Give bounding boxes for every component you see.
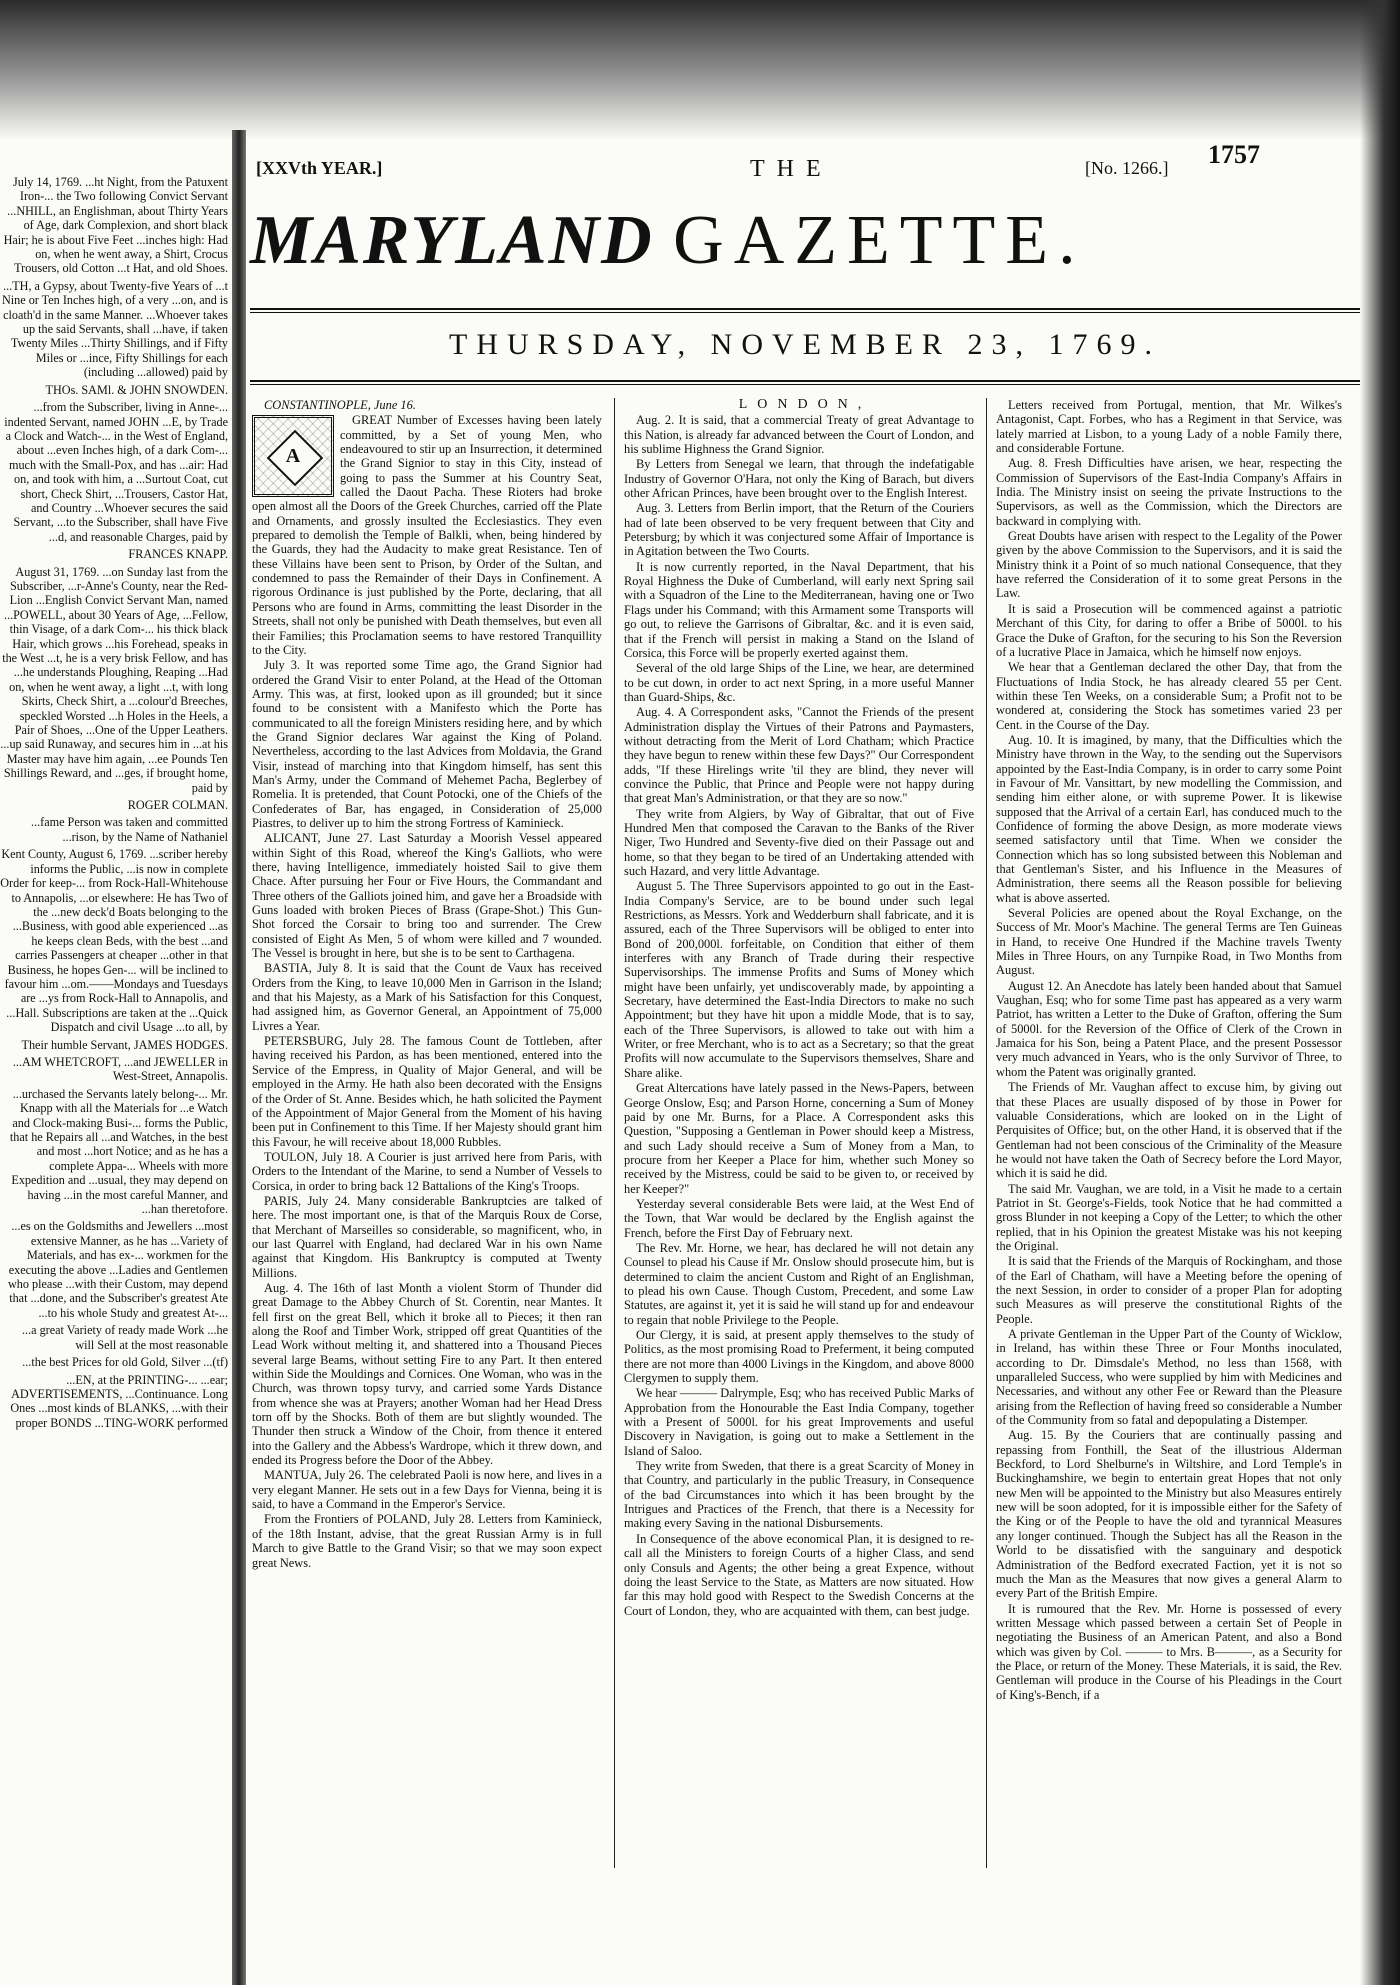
article-paragraph: GREAT Number of Excesses having been lately committed, by a Set of young Men, who endeavoured to stir up an Insurrection, it determined the Grand Signior to stay in this City, instead of going to pass the Summer at his Country Seat, called the Daout Pacha. These Rioters had broke open almost all the Doors of the Greek Churches, carried off the Plate and Ornaments, and grossly insulted the Ecclesiastics. They even prepared to demolish the Temple of Balkli, when, being hindered by the Guards, they had the Audacity to make great Resistance. Ten of these Villains have been sent to Prison, by Order of the Sultan, and condemned to pass the Remainder of their Days in Confinement. A rigorous Ordinance is just published by the Porte, declaring, that all Persons who are found in Arms, committing the least Disorder in the Streets, shall not only be punished with Death themselves, but even all their Families; this Proclamation seems to have restored Tranquillity to the City. bbox=[252, 413, 602, 657]
article-paragraph: Our Clergy, it is said, at present apply themselves to the study of Politics, as the most promising Road to Preferment, it being computed there are not more than 4000 Livings in the Kingdom, and above 8000 Clergymen to supply them. bbox=[624, 1328, 974, 1386]
article-paragraph: BASTIA, July 8. It is said that the Count de Vaux has received Orders from the King, to leave 10,000 Men in Garrison in the Island; and that his Majesty, as a Mark of his Satisfaction for this Conquest, had assigned him, as Governor General, an Appointment of 75,000 Livres a Year. bbox=[252, 961, 602, 1033]
london-heading: LONDON, bbox=[738, 398, 872, 412]
article-paragraph: They write from Algiers, by Way of Gibraltar, that out of Five Hundred Men that composed the Caravan to the Banks of the River Niger, Two Hundred and Seventy-five died on their Passage out and home, so that they began to be tired of an Undertaking attended with such Hazard, and very little Advantage. bbox=[624, 806, 974, 878]
article-paragraph: Aug. 4. The 16th of last Month a violent Storm of Thunder did great Damage to the Abbey Church of St. Corentin, near Mantes. It fell first on the great Bell, which it broke all to Pieces; it then ran along the Roof and Timber Work, stripped off great Quantities of the Lead Work without melting it, and shattered into a Thousand Pieces several large Beams, without setting Fire to any Part. It then entered within Side the Mouldings and Cornices. One Woman, who was in the Church, was thrown topsy turvy, and carried some Yards Distance from whence she was at Prayers; another Woman had her Head Dress torn off by the Shocks. Both of them are but slightly wounded. The Thunder then struck a Window of the Choir, from thence it entered into the Gallery and the Abbess's Wardrope, which it threw down, and ended its Progress before the Door of the Abbey. bbox=[252, 1280, 602, 1468]
paper-title-italic: MARYLAND bbox=[250, 202, 654, 279]
col1-dateline: CONSTANTINOPLE, June 16. bbox=[264, 398, 416, 412]
scan-shadow-right bbox=[1360, 0, 1400, 1985]
article-paragraph: PARIS, July 24. Many considerable Bankruptcies are talked of here. The most important one, is that of the Marquis Roux de Corse, that Merchant of Marseilles so considerable, so magnificent, who, in our last Quarrel with England, had declared War in his own Name against that Kingdom. His Bankruptcy is computed at Twenty Millions. bbox=[252, 1193, 602, 1280]
article-paragraph: ...urchased the Servants lately belong-... Mr. Knapp with all the Materials for ...e Watch and Clock-making Busi-... forms the Public, that he Repairs all ...and Watches, in the best and most ...hort Notice; and as he has a complete Appa-... Wheels with more Expedition and ...usual, they may depend on having ...in the most careful Manner, and ...han theretofore. bbox=[9, 1086, 228, 1217]
ornamental-initial-letter: A bbox=[285, 445, 301, 468]
article-paragraph: Several of the old large Ships of the Line, we hear, are determined to be cut down, in order to act next Spring, in a more useful Manner than Guard-Ships, &c. bbox=[624, 661, 974, 704]
article-paragraph: ...fame Person was taken and committed ...rison, by the Name of Nathaniel bbox=[31, 815, 228, 844]
article-paragraph: August 31, 1769. ...on Sunday last from the Subscriber, ...r-Anne's County, near the Red-Lion ...English Convict Servant Man, named ...POWELL, about 30 Years of Age, ...Fellow, thin Visage, of a dark Com-... his thick black Hair, which grows ...his Forehead, speaks in the West ...t, he is a very brisk Fellow, and has ...he understands Ploughing, Reaping ...Had on, when he went away, a light ...t, with long Skirts, Check Shirt, a ...colour'd Breeches, speckled Worsted ...h Holes in the Heels, a Pair of Shoes, ...One of the Upper Leathers. ...up said Runaway, and secures him in ...at his Master may have him again, ...ee Pounds Ten Shillings Reward, and ...ges, if brought home, paid by bbox=[0, 564, 228, 795]
col2-paragraphs bbox=[624, 413, 974, 1618]
article-paragraph: Kent County, August 6, 1769. ...scriber hereby informs the Public, ...is now in complete Order for keep-... from Rock-Hall-Whitehouse to Annapolis, ...or elsewhere: He has Two of the ...new deck'd Boats belonging to the ...Business, with good able experienced ...as he keeps clean Beds, with the best ...and carries Passengers at cheaper ...other in that Business, he hopes Gen-... will be inclined to favour him ...om.——Mondays and Tuesdays are ...ys from Rock-Hall to Annapolis, and ...Hall. Subscriptions are taken at the ...Quick Dispatch and civil Usage ...to all, by bbox=[0, 847, 228, 1035]
article-paragraph: It is said a Prosecution will be commenced against a patriotic Merchant of this City, for daring to offer a Bribe of 5000l. to his Grace the Duke of Grafton, for the securing to his Son the Reversion of a lucrative Place in Jamaica, which he himself now enjoys. bbox=[996, 601, 1342, 659]
article-paragraph: Aug. 3. Letters from Berlin import, that the Return of the Couriers had of late been observed to be very frequent between that City and Petersburg; by which it was conjectured some Affair of Importance is in Agitation between the Two Courts. bbox=[624, 501, 974, 559]
article-paragraph: Letters received from Portugal, mention, that Mr. Wilkes's Antagonist, Capt. Forbes, who has a Regiment in that Service, was lately married at Lisbon, to a young Lady of a noble Family there, and considerable Fortune. bbox=[996, 398, 1342, 456]
article-paragraph: We hear ——— Dalrymple, Esq; who has received Public Marks of Approbation from the Honourable the East India Company, together with a Present of 5000l. for his great Improvements and useful Discovery in Navigation, is going out to make a Settlement in the Island of Saloo. bbox=[624, 1386, 974, 1458]
paper-title bbox=[250, 196, 1360, 286]
paper-title-roman: GAZETTE. bbox=[673, 202, 1086, 279]
article-paragraph: ROGER COLMAN. bbox=[127, 798, 228, 813]
col1-lead bbox=[252, 413, 602, 1570]
article-paragraph: ...the best Prices for old Gold, Silver ...(tf) bbox=[22, 1355, 228, 1370]
column-3 bbox=[996, 398, 1342, 1878]
article-paragraph: Aug. 8. Fresh Difficulties have arisen, we hear, respecting the Commission of Supervisors of the East-India Company's Affairs in India. The Ministry insist on seeing the private Instructions to the Supervisors, as well as the Commission, which the Directors are backward in complying with. bbox=[996, 456, 1342, 528]
article-paragraph: We hear that a Gentleman declared the other Day, that from the Fluctuations of India Stock, he has already cleared 55 per Cent. within these Ten Weeks, on a considerable Sum; a Profit not to be wondered at, considering the Stock has sometimes varied 23 per Cent. in the Course of the Day. bbox=[996, 660, 1342, 732]
col1-paragraphs bbox=[252, 413, 602, 1570]
article-paragraph: Yesterday several considerable Bets were laid, at the West End of the Town, that War would be declared by the English against the French, before the First Day of February next. bbox=[624, 1196, 974, 1240]
article-paragraph: They write from Sweden, that there is a great Scarcity of Money in that Country, and particularly in the public Treasury, in Consequence of the bad Circumstances into which it has been brought by the Intrigues and Practices of the French, that there is a Necessity for making every Saving in the national Disbursements. bbox=[624, 1459, 974, 1531]
article-paragraph: By Letters from Senegal we learn, that through the indefatigable Industry of Governor O'Hara, not only the King of Barach, but divers other African Princes, have been brought over to the English Interest. bbox=[624, 457, 974, 501]
col3-paragraphs bbox=[996, 398, 1342, 1702]
article-paragraph: MANTUA, July 26. The celebrated Paoli is now here, and lives in a very elegant Manner. He sets out in a few Days for Vienna, being it is said, to have a Command in the Emperor's Service. bbox=[252, 1468, 602, 1512]
article-paragraph: ...AM WHETCROFT, ...and JEWELLER in West-Street, Annapolis. bbox=[12, 1054, 228, 1084]
column-2 bbox=[624, 398, 974, 1878]
article-paragraph: In Consequence of the above economical Plan, it is designed to re-call all the Ministers to foreign Courts of a higher Class, and send only Consuls and Agents; the other being a great Expence, without doing the least Service to the State, as Matters are now situated. How far this may hold good with Respect to the Swedish Concerns at the Court of London, they, who are acquainted with them, can best judge. bbox=[624, 1531, 974, 1618]
article-paragraph: Several Policies are opened about the Royal Exchange, on the Success of Mr. Moor's Machine. The general Terms are Ten Guineas in Hand, to receive One Hundred if the Machine travels Twenty Miles in Three Hours, on any Turnpike Road, in Two Months from August. bbox=[996, 906, 1342, 978]
article-paragraph: Their humble Servant, JAMES HODGES. bbox=[21, 1037, 228, 1052]
article-paragraph: July 14, 1769. ...ht Night, from the Patuxent Iron-... the Two following Convict Servant ...NHILL, an Englishman, about Thirty Years of Age, dark Complexion, and short black Hair; he is about Five Feet ...inches high: Had on, when he went away, a Shirt, Crocus Trousers, old Cotton ...t Hat, and old Shoes. bbox=[3, 175, 228, 276]
masthead-rule-bottom-thin bbox=[250, 384, 1360, 385]
column-divider-1 bbox=[614, 398, 615, 1868]
article-paragraph: Aug. 15. By the Couriers that are continually passing and repassing from Fonthill, the Seat of the illustrious Alderman Beckford, to Lord Shelburne's in Wiltshire, and Lord Temple's in Buckinghamshire, we begin to entertain great Hopes that not only new Men will be appointed to the Ministry but also Measures entirely new will be soon adopted, for it is impossible either for the Safety of the King or of the People to have the old and tyrannical Measures any longer continued. Though the Subject has all the Reason in the World to be dissatisfied with the sanguinary and despotick Administration of the Bedford execrated Faction, yet it is not so much the Man as the Measures that now gives a general Alarm to every Part of the British Empire. bbox=[996, 1428, 1342, 1601]
masthead bbox=[250, 140, 1360, 393]
article-paragraph: It is now currently reported, in the Naval Department, that his Royal Highness the Duke of Cumberland, will early next Spring sail with a Squadron of the Line to the Mediterranean, having one or Two Flags under his Command; with this Armament some Transports will go out, to relieve the Garrisons of Gibraltar, &c. and it is even said, that if the French will persist in making a Stand on the Island of Corsica, this Force will be properly exerted against them. bbox=[624, 559, 974, 660]
scan-shadow-top bbox=[0, 0, 1400, 140]
article-paragraph: THOs. SAMl. & JOHN SNOWDEN. bbox=[45, 382, 228, 397]
the-label: THE bbox=[750, 156, 833, 182]
article-paragraph: FRANCES KNAPP. bbox=[128, 547, 228, 562]
page-number: 1757 bbox=[1208, 140, 1260, 169]
book-gutter bbox=[232, 130, 246, 1985]
article-paragraph: It is rumoured that the Rev. Mr. Horne is possessed of every written Message which passed between a certain Set of People in negotiating the Business of an American Patent, and also a Bond which was given by Col. ——— to Mrs. B———, as a Security for the Place, or return of the Money. These Materials, it is said, the Rev. Gentleman will produce in the Course of his Pleadings in the Court of King's-Bench, if a bbox=[996, 1601, 1342, 1702]
year-label: [XXVth YEAR.] bbox=[256, 158, 383, 178]
issue-number: [No. 1266.] bbox=[1085, 158, 1169, 178]
article-paragraph: ...TH, a Gypsy, about Twenty-five Years of ...t Nine or Ten Inches high, of a very ...on, and is cloath'd in the same Manner. ...Whoever takes up the said Servants, shall ...have, if taken Twenty Miles ...Thirty Shillings, and if Fifty Miles or ...ince, Fifty Shillings for each (including ...allowed) paid by bbox=[1, 278, 228, 380]
article-paragraph: ...from the Subscriber, living in Anne-... indented Servant, named JOHN ...E, by Trade a Clock and Watch-... in the West of England, about ...even Inches high, of a dark Com-... much with the Small-Pox, and has ...air: Had on, and took with him, a ...Surtout Coat, cut short, Check Shirt, ...Trousers, Castor Hat, and Country ...Whoever secures the said Servant, ...to the Subscriber, shall have Five ...d, and reasonable Charges, paid by bbox=[4, 400, 228, 544]
article-paragraph: TOULON, July 18. A Courier is just arrived here from Paris, with Orders to the Intendant of the Marine, to send a Number of Vessels to Corsica, in order to bring back 12 Battalions of the King's Troops. bbox=[252, 1149, 602, 1193]
article-paragraph: Aug. 2. It is said, that a commercial Treaty of great Advantage to this Nation, is already far advanced between the Court of London, and his sublime Highness the Grand Signior. bbox=[624, 413, 974, 457]
article-paragraph: ...a great Variety of ready made Work ...he will Sell at the most reasonable bbox=[21, 1323, 228, 1352]
article-paragraph: July 3. It was reported some Time ago, the Grand Signior had ordered the Grand Visir to enter Poland, at the Head of the Ottoman Army. This was, at first, looked upon as ill grounded; but it since found to be consistent with a Manifesto which the Porte has communicated to all the foreign Ministers residing here, and by which the Grand Signior declares War against the King of Poland. Nevertheless, according to the last Advices from Moldavia, the Grand Visir, instead of marching into that Kingdom himself, has sent this Man's Army, under the Command of Mehemet Pacha, Beglerbey of Romelia. It is pretended, that Count Potocki, one of the Chiefs of the Confederates of Bar, has engaged, in Consideration of 25,000 Piastres, to deliver up to him the strong Fortress of Kaminieck. bbox=[252, 658, 602, 830]
article-paragraph: PETERSBURG, July 28. The famous Count de Tottleben, after having received his Pardon, as has been mentioned, entered into the Service of the Empress, in Quality of Major General, and will be employed in the Army. He hath also been decorated with the Ensigns of the Order of St. Anne. Besides which, he hath solicited the Payment of the Appointment of Major General from the Moment of his having been put in Confinement to this Time. If her Majesty should grant him this Favour, he will receive about 18,000 Rubbles. bbox=[252, 1034, 602, 1149]
article-paragraph: ...EN, at the PRINTING-... ...ear; ADVERTISEMENTS, ...Continuance. Long Ones ...most kinds of BLANKS, ...with their proper BONDS ...TING-WORK performed bbox=[10, 1372, 228, 1430]
masthead-rule-top-thin bbox=[250, 312, 1360, 313]
article-paragraph: It is said that the Friends of the Marquis of Rockingham, and those of the Earl of Chatham, will have a Meeting before the opening of the next Session, in order to consider of a proper Plan for adopting such Measures as will preserve the constitutional Rights of the People. bbox=[996, 1254, 1342, 1326]
article-paragraph: Great Doubts have arisen with respect to the Legality of the Power given by the above Commission to the Supervisors, and it is said the Ministry think it a Point of so much national Consequence, that they have referred the Consideration of it to some great Persons in the Law. bbox=[996, 529, 1342, 601]
article-paragraph: Aug. 4. A Correspondent asks, "Cannot the Friends of the present Administration display the Virtues of their Patrons and Paymasters, without detracting from the Merit of Lord Chatham; which Practice they have begun to renew within these few Days?" Our Correspondent adds, "If these Hirelings write 'til they are blind, they never will convince the Public, that Prince and People were not happy during that great Man's Administration, or that they are so now." bbox=[624, 705, 974, 806]
article-paragraph: The Friends of Mr. Vaughan affect to excuse him, by giving out that these Places are usually disposed of by those in Power for valuable Considerations, which are looked on in the Light of Perquisites of Office; but, on the other Hand, it is observed that if the Gentleman had not been conscious of the Criminality of the Measure he would not have taken the Oath of Secrecy before the Lord Mayor, which it is said he did. bbox=[996, 1080, 1342, 1181]
article-paragraph: August 12. An Anecdote has lately been handed about that Samuel Vaughan, Esq; who for some Time past has appeared as a very warm Patriot, has written a Letter to the Duke of Grafton, offering the Sum of 5000l. for the Reversion of the Office of Clerk of the Crown in Jamaica for his Son, being a Patent Place, and the present Possessor very much advanced in Years, who is the only Survivor of Three, to whom the Patent was originally granted. bbox=[996, 978, 1342, 1079]
article-paragraph: The said Mr. Vaughan, we are told, in a Visit he made to a certain Patriot in St. George's-Fields, took Notice that he had committed a gross Blunder in not keeping a Copy of the Letter; to which the other replied, that in his Opinion the greatest Mistake was his not keeping the Original. bbox=[996, 1181, 1342, 1253]
article-paragraph: August 5. The Three Supervisors appointed to go out in the East-India Company's Service, are to be bound under such legal Restrictions, as Messrs. York and Wedderburn shall fabricate, and it is assured, each of the Three Supervisors will be obliged to enter into Bond of 200,000l. forfeitable, on Condition that either of them interferes with any Branch of Trade during their respective Supervisorships. The immense Profits and Sums of Money which might have been unfairly, yet undiscoverably made, by appointing a Secretary, have determined the East-India Directors to make no such Appointment; but they have hit upon a middle Mode, that is to say, each of the Three Supervisors, is allowed to take out with him a Writer, or free Merchant, who is to act as a Secretary; so that the great Profits will now accumulate to the Supervisors themselves, Share and Share alike. bbox=[624, 879, 974, 1080]
column-1 bbox=[252, 398, 602, 1878]
article-paragraph: A private Gentleman in the Upper Part of the County of Wicklow, in Ireland, has within these Three or Four Months inoculated, according to Dr. Dimsdale's Method, no less than 1568, with unparalleled Success, who were supplied by him with Medicines and Necessaries, and without any other Fee or Reward than the Pleasure arising from the Reflection of having freed so considerable a Number of the Community from so fatal and depopulating a Distemper. bbox=[996, 1327, 1342, 1428]
left-page-fragment bbox=[0, 175, 228, 1845]
ornamental-initial bbox=[252, 415, 334, 497]
article-paragraph: The Rev. Mr. Horne, we hear, has declared he will not detain any Counsel to plead his Cause if Mr. Onslow should prosecute him, but is determined to claim the ancient Custom and Right of an Englishman, to plead his own Cause. Though Custom, Precedent, and some Law Statutes, are against it, yet it is said he will stand up for and endeavour to regain that noble Privilege to the People. bbox=[624, 1240, 974, 1327]
issue-dateline: THURSDAY, NOVEMBER 23, 1769. bbox=[448, 328, 1162, 361]
masthead-rule-top bbox=[250, 308, 1360, 310]
article-paragraph: ALICANT, June 27. Last Saturday a Moorish Vessel appeared within Sight of this Road, whereof the King's Galliots, who were there, having Intelligence, immediately hoisted Sail to give them Chace. After pursuing her Four or Five Hours, the Commandant and Three others of the Galliots joined him, and gave her a Broadside with Guns loaded with broken Pieces of Brass (Grape-Shot.) This Gun-Shot forced the Corsair to bring too and surrender. The Crew consisted of Eight As Men, 5 of whom were killed and 7 wounded. The Vessel is brought in here, but she is to be sent to Carthagena. bbox=[252, 831, 602, 961]
article-paragraph: From the Frontiers of POLAND, July 28. Letters from Kaminieck, of the 18th Instant, advise, that the great Russian Army is in full March to give Battle to the Grand Visir; so that we may soon expect great News. bbox=[252, 1512, 602, 1570]
article-paragraph: Aug. 10. It is imagined, by many, that the Difficulties which the Ministry have thrown in the Way, to the sending out the Supervisors appointed by the East-India Company, is in order to carry some Point in Favour of Mr. Vansittart, by new modelling the Commission, and sending him either alone, or with supreme Power. It is likewise supposed that the Arrival of a certain Earl, has conduced much to the Confidence of forming the above Design, as more moderate views seemed satisfactory until that Time. When we consider the Connection which has so long subsisted between this Nobleman and that Gentleman's Sister, and his Influence in the Measures of Administration, there seems all the Reason possible for believing what is above asserted. bbox=[996, 732, 1342, 905]
article-paragraph: Great Altercations have lately passed in the News-Papers, between George Onslow, Esq; and Parson Horne, concerning a Sum of Money paid by one Mr. Burns, for a Place. A Correspondent asks this Question, "Supposing a Gentleman in Power should keep a Mistress, and such Lady should receive a Sum of Money from a Man, to procure from her Keeper a Place for him, whether such Money so received by the Mistress, could be said to be given to, or received by her Keeper?" bbox=[624, 1081, 974, 1196]
column-divider-2 bbox=[986, 398, 987, 1868]
article-paragraph: ...es on the Goldsmiths and Jewellers ...most extensive Manner, as he has ...Variety of Materials, and has ex-... workmen for the executing the above ...Ladies and Gentlemen who please ...with their Custom, may depend that ...done, and the Subscriber's greatest Ate ...to his whole Study and greatest At-... bbox=[7, 1219, 228, 1320]
masthead-rule-bottom bbox=[250, 380, 1360, 382]
